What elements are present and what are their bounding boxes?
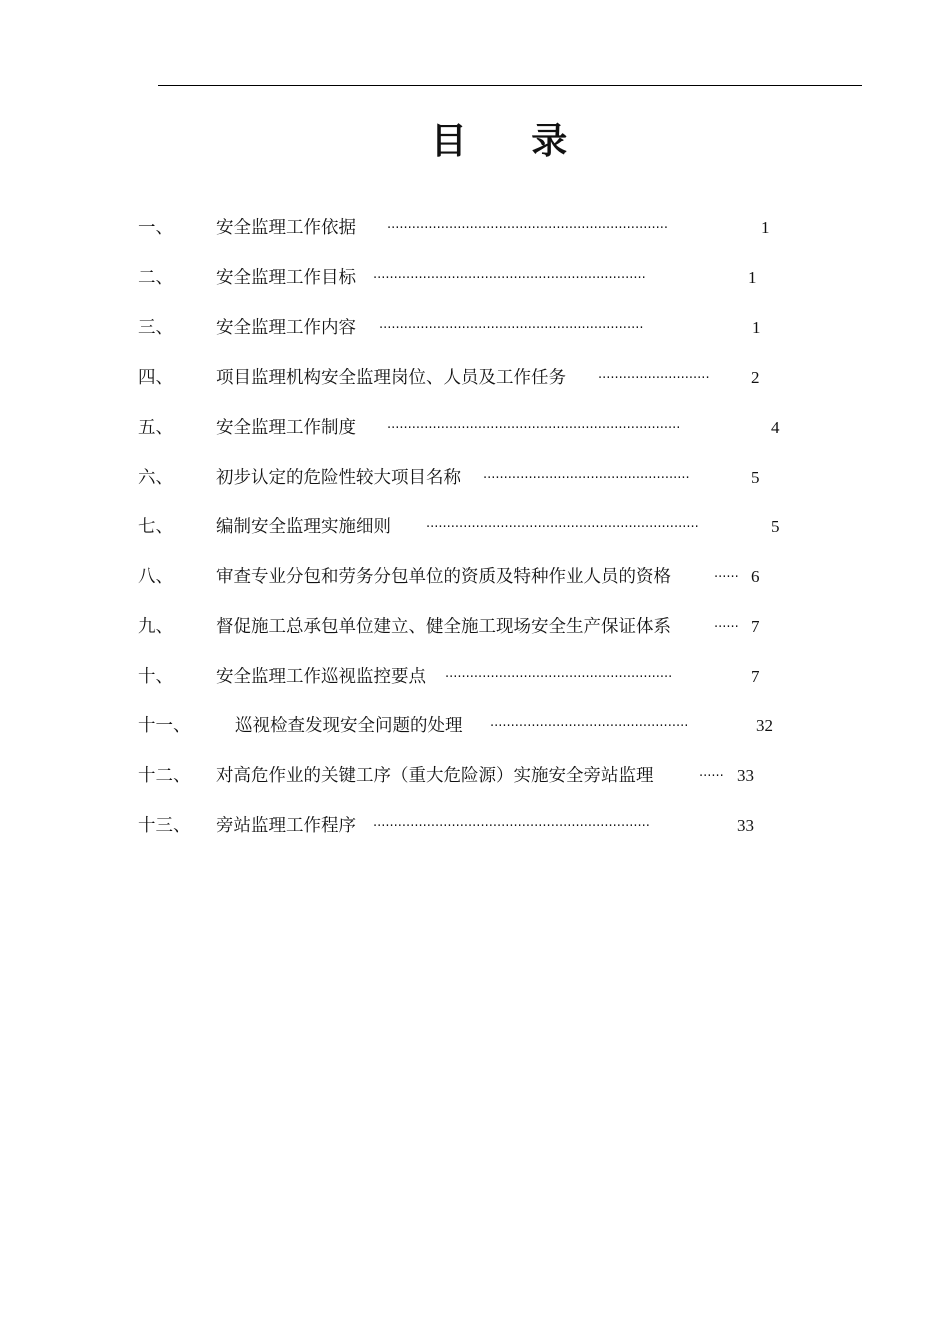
toc-entry-leader: ······ [714,620,739,635]
toc-entry-number: 二、 [138,268,173,288]
toc-entry[interactable] [0,365,950,391]
toc-entry-page: 33 [737,766,754,785]
toc-entry[interactable] [0,614,950,640]
toc-entry[interactable] [0,415,950,441]
toc-entry-title: 安全监理工作制度 [216,418,356,438]
toc-entry-number: 九、 [138,617,173,637]
toc-entry-number: 十、 [138,667,173,687]
toc-entry[interactable] [0,813,950,839]
toc-entry-title: 旁站监理工作程序 [216,816,356,836]
toc-entry[interactable] [0,564,950,590]
toc-entry-leader: ··························· [598,371,710,386]
toc-entry-title: 编制安全监理实施细则 [216,517,391,537]
toc-entry[interactable] [0,514,950,540]
toc-entry-number: 十三、 [138,816,191,836]
toc-entry-page: 5 [771,517,780,536]
toc-entry-page: 1 [748,268,757,287]
toc-entry-number: 八、 [138,567,173,587]
toc-entry-page: 1 [761,218,770,237]
toc-entry-title: 审查专业分包和劳务分包单位的资质及特种作业人员的资格 [216,567,671,587]
toc-entry-leader: ················································ [490,719,689,734]
toc-entry-number: 七、 [138,517,173,537]
toc-entry-leader: ······································································· [387,421,681,436]
toc-entry-leader: ······ [714,570,739,585]
toc-entry[interactable] [0,465,950,491]
toc-entry-title: 项目监理机构安全监理岗位、人员及工作任务 [216,368,566,388]
toc-entry-number: 四、 [138,368,173,388]
toc-entry-title: 督促施工总承包单位建立、健全施工现场安全生产保证体系 [216,617,671,637]
toc-entry[interactable] [0,763,950,789]
toc-entry-leader: ······················································· [445,670,673,685]
toc-entry-title: 安全监理工作依据 [216,218,356,238]
toc-entry-number: 六、 [138,468,173,488]
toc-entry-number: 三、 [138,318,173,338]
toc-entry-leader: ································································ [379,321,644,336]
toc-entry[interactable] [0,713,950,739]
toc-entry-page: 1 [752,318,761,337]
toc-entry-leader: ···································································· [387,221,668,236]
toc-entry-leader: ······ [699,769,724,784]
toc-entry-page: 33 [737,816,754,835]
toc-entry-page: 2 [751,368,760,387]
toc-entry[interactable] [0,215,950,241]
toc-entry-title: 巡视检查发现安全问题的处理 [235,716,463,736]
toc-entry-number: 十一、 [138,716,191,736]
toc-entry-page: 7 [751,667,760,686]
toc-entry-leader: ·································································· [426,520,699,535]
toc-entry-title: 对高危作业的关键工序（重大危险源）实施安全旁站监理 [216,766,654,786]
toc-entry-leader: ·················································· [483,471,690,486]
toc-entry-page: 7 [751,617,760,636]
toc-entry-title: 初步认定的危险性较大项目名称 [216,468,461,488]
toc-entry-number: 一、 [138,218,173,238]
toc-entry[interactable] [0,664,950,690]
toc-entry-page: 5 [751,468,760,487]
toc-entry-title: 安全监理工作内容 [216,318,356,338]
toc-entry-page: 32 [756,716,773,735]
toc-entry[interactable] [0,265,950,291]
toc-entry-number: 十二、 [138,766,191,786]
toc-entry-page: 6 [751,567,760,586]
toc-entry-title: 安全监理工作巡视监控要点 [216,667,426,687]
toc-entry-number: 五、 [138,418,173,438]
toc-entry-leader: ··································································· [373,819,650,834]
toc-entry-title: 安全监理工作目标 [216,268,356,288]
toc-entry[interactable] [0,315,950,341]
toc-entry-leader: ·································································· [373,271,646,286]
toc-title: 目 录 [430,121,594,162]
toc-entry-page: 4 [771,418,780,437]
